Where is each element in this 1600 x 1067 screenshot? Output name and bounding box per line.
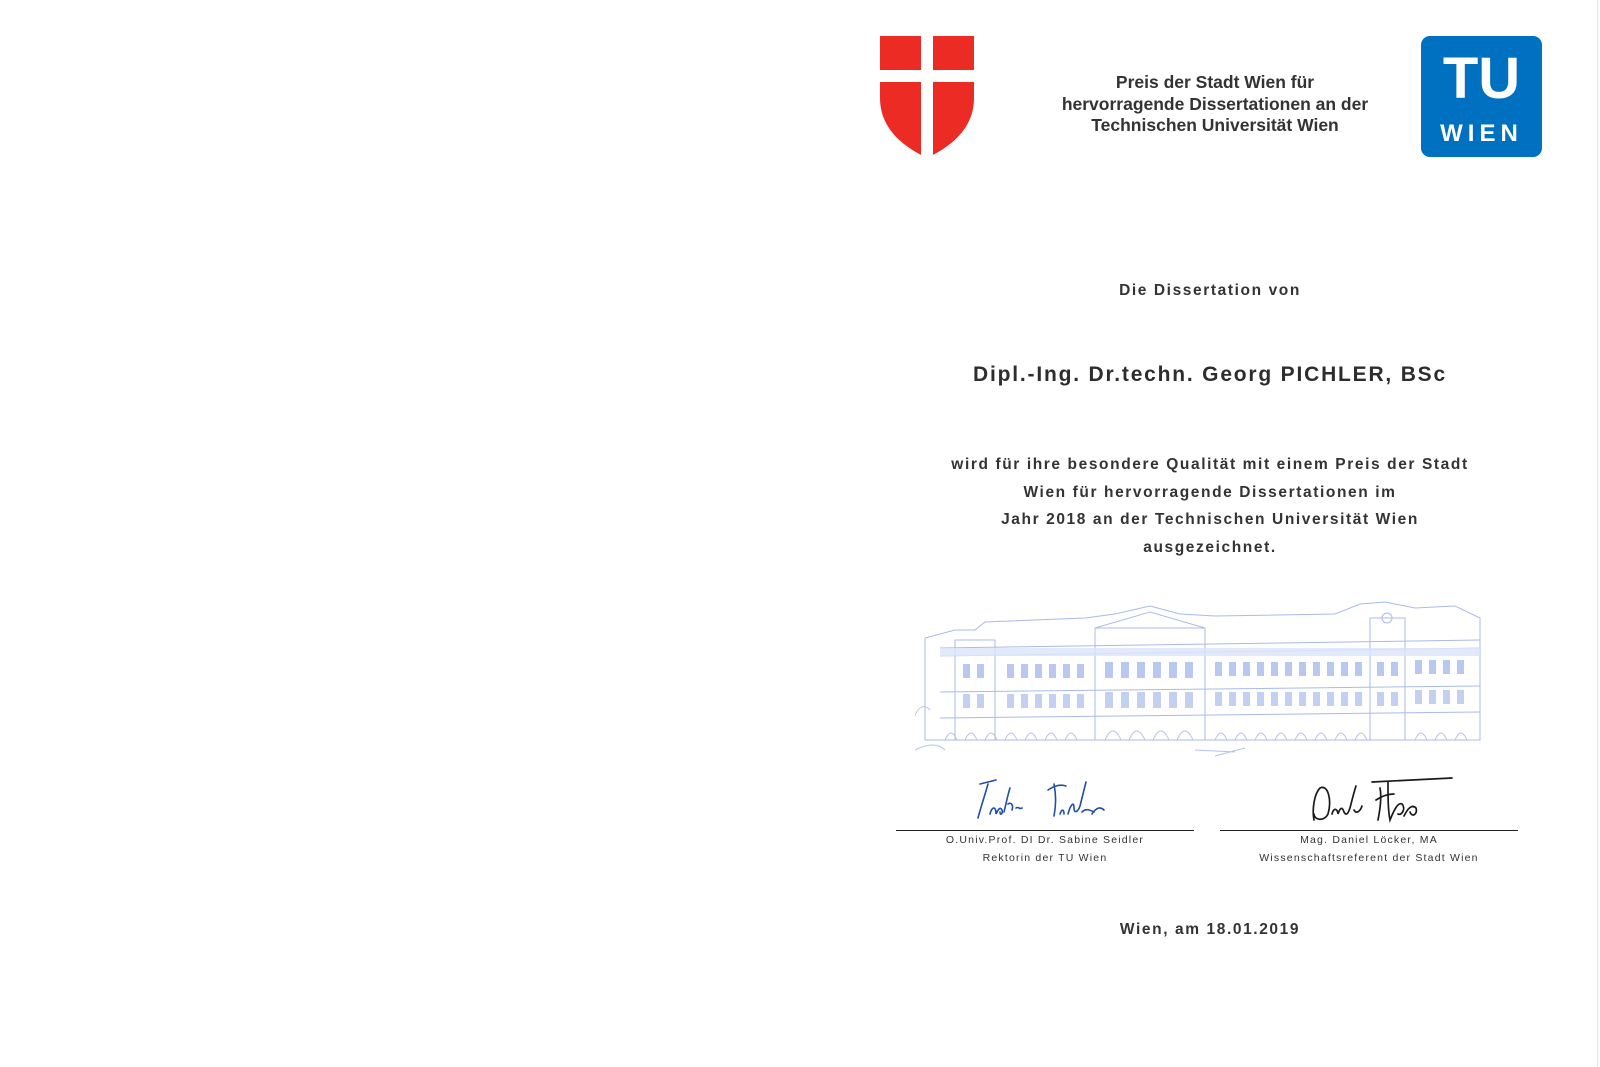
signatory-title: Rektorin der TU Wien — [982, 852, 1108, 864]
signatory-name: O.Univ.Prof. DI Dr. Sabine Seidler — [945, 834, 1145, 846]
handwritten-signature-loecker — [1284, 770, 1454, 828]
signature-block-rector — [896, 770, 1194, 867]
date-line: Wien, am 18.01.2019 — [1119, 921, 1301, 938]
page-edge — [1597, 0, 1598, 1067]
signatory-title: Wissenschaftsreferent der Stadt Wien — [1259, 852, 1479, 864]
recipient-name: Dipl.-Ing. Dr.techn. Georg PICHLER, BSc — [973, 363, 1447, 386]
award-text-line: ausgezeichnet. — [1143, 538, 1277, 556]
header-title-line: Technischen Universität Wien — [1091, 115, 1339, 135]
handwritten-signature-seidler — [970, 770, 1120, 828]
award-text-line: wird für ihre besondere Qualität mit einem Preis der Stadt — [951, 456, 1469, 473]
intro-label: Die Dissertation von — [1119, 282, 1301, 299]
header-title — [1045, 72, 1385, 137]
tu-wien-logo — [1421, 36, 1542, 157]
award-text-line: Wien für hervorragende Dissertationen im — [1023, 483, 1397, 501]
award-text — [900, 451, 1520, 561]
tu-logo-text: TU — [1442, 46, 1521, 111]
tu-logo-wien-text: WIEN — [1440, 120, 1523, 147]
header-title-line: Preis der Stadt Wien für — [1115, 72, 1315, 92]
award-text-line: Jahr 2018 an der Technischen Universität Wien — [1001, 511, 1419, 528]
signature-block-councillor — [1220, 770, 1518, 867]
vienna-coat-of-arms-icon — [880, 36, 974, 158]
tu-building-illustration — [915, 600, 1487, 765]
signatory-name: Mag. Daniel Löcker, MA — [1300, 834, 1438, 846]
header-title-line: hervorragende Dissertationen an der — [1061, 93, 1369, 114]
